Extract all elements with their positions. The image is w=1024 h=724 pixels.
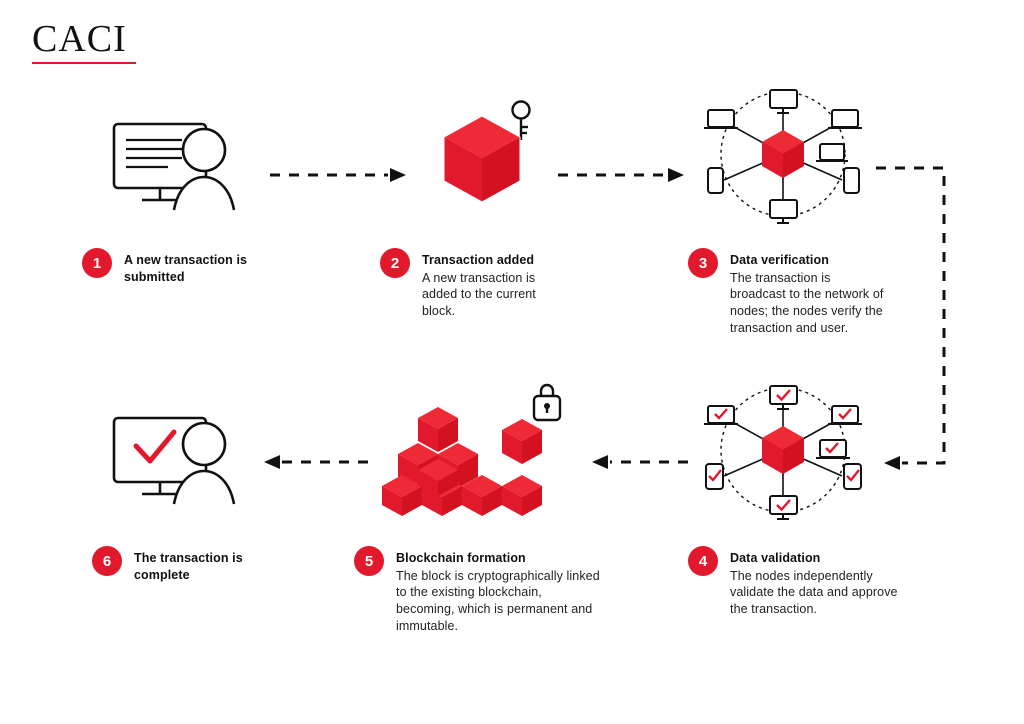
step-title-2: Transaction added — [422, 253, 535, 267]
step-badge-2: 2 — [380, 248, 410, 278]
caption-step-3 — [688, 252, 908, 336]
icon-network-of-devices-checked — [694, 378, 874, 533]
caption-step-5 — [354, 550, 604, 634]
step-badge-1: 1 — [82, 248, 112, 278]
arrow-step1-to-step2 — [268, 165, 408, 190]
step-badge-6: 6 — [92, 546, 122, 576]
step-body-3: The transaction is broadcast to the network of nodes; the nodes verify the transaction and user. — [730, 270, 884, 335]
logo-wordmark: CACI — [32, 18, 127, 60]
caci-logo — [32, 20, 140, 64]
arrow-step4-to-step5 — [590, 452, 690, 477]
step-title-1: A new transaction is submitted — [124, 253, 248, 284]
step-badge-5: 5 — [354, 546, 384, 576]
step-badge-3: 3 — [688, 248, 718, 278]
step-title-3: Data verification — [730, 253, 829, 267]
arrow-step2-to-step3 — [556, 165, 686, 190]
caption-step-1 — [82, 252, 292, 286]
step-body-4: The nodes independently validate the data and approve the transaction. — [730, 568, 898, 616]
caption-step-6 — [92, 550, 302, 584]
step-title-5: Blockchain formation — [396, 551, 526, 565]
step-body-5: The block is cryptographically linked to the existing blockchain, becoming, which is permanent and immutable. — [396, 568, 600, 633]
caption-step-4 — [688, 550, 908, 618]
arrow-step5-to-step6 — [262, 452, 370, 477]
caption-step-2 — [380, 252, 590, 320]
step-body-2: A new transaction is added to the current block. — [422, 270, 536, 318]
icon-red-cube-with-key — [424, 92, 554, 227]
logo-underline — [32, 62, 136, 64]
step-title-6: The transaction is complete — [134, 551, 243, 582]
icon-user-at-monitor-check — [108, 412, 248, 517]
step-title-4: Data validation — [730, 551, 821, 565]
icon-user-at-monitor — [108, 118, 248, 223]
icon-cube-stack-with-lock — [382, 378, 582, 523]
icon-network-of-devices — [694, 82, 874, 237]
step-badge-4: 4 — [688, 546, 718, 576]
